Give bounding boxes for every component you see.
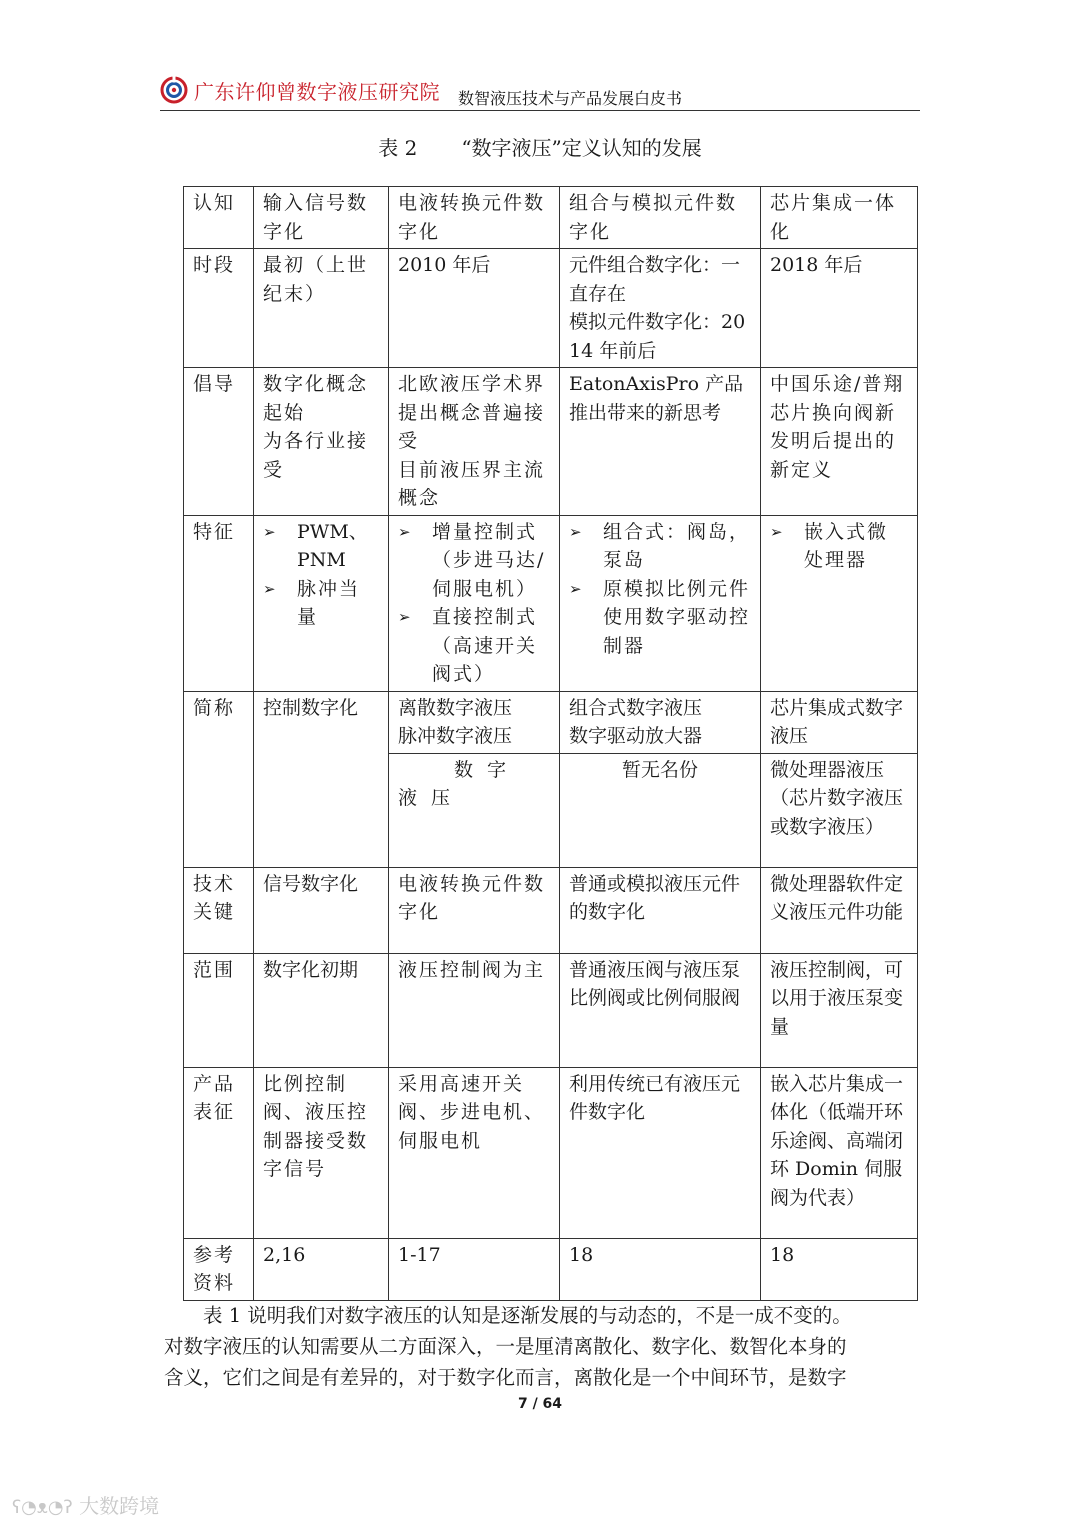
table-cell: 采用高速开关阀、步进电机、伺服电机 bbox=[389, 1067, 560, 1238]
table-cell: 最初（上世纪末） bbox=[254, 249, 389, 368]
table-row-period bbox=[184, 249, 918, 368]
table-cell: 信号数字化 bbox=[254, 867, 389, 953]
list-item: ➢ PWM、PNM bbox=[263, 518, 379, 575]
row-label: 参考资料 bbox=[184, 1238, 254, 1300]
table-cell: 2,16 bbox=[254, 1238, 389, 1300]
institute-logo-icon bbox=[160, 76, 188, 104]
table-cell: EatonAxisPro 产品推出带来的新思考 bbox=[560, 368, 761, 516]
table-row-refs bbox=[184, 1238, 918, 1300]
cell-line: 微处理器液压（芯片数字液压 bbox=[770, 758, 904, 809]
table-cell: 芯片集成式数字液压 bbox=[761, 691, 918, 753]
table-cell bbox=[560, 953, 761, 1067]
list-item: ➢ 增量控制式（步进马达/伺服电机） bbox=[398, 518, 550, 604]
table-cell: 中国乐途/普翔芯片换向阀新发明后提出的新定义 bbox=[761, 368, 918, 516]
feature-list bbox=[770, 518, 908, 575]
header-cell: 组合与模拟元件数字化 bbox=[560, 187, 761, 249]
watermark-logo-icon: ʕ◔ᴥ◔ʔ bbox=[12, 1497, 73, 1518]
table-cell: 电液转换元件数字化 bbox=[389, 867, 560, 953]
table-cell: 普通或模拟液压元件的数字化 bbox=[560, 867, 761, 953]
header-cell: 输入信号数字化 bbox=[254, 187, 389, 249]
page-number: 7 / 64 bbox=[517, 1396, 563, 1412]
table-cell: 数字化初期 bbox=[254, 953, 389, 1067]
list-item: ➢ 直接控制式（高速开关阀式） bbox=[398, 603, 550, 689]
table-cell bbox=[389, 515, 560, 691]
cell-line: 数字化概念起始 bbox=[263, 373, 369, 424]
cell-line: 为各行业接受 bbox=[263, 430, 369, 481]
definition-table bbox=[183, 186, 918, 1301]
feature-list bbox=[398, 518, 550, 689]
header-cell: 认知 bbox=[184, 187, 254, 249]
cell-line: 数字驱动放大器 bbox=[569, 725, 703, 747]
watermark bbox=[12, 1490, 159, 1519]
table-cell: 利用传统已有液压元件数字化 bbox=[560, 1067, 761, 1238]
cell-line: 普通液压阀与液压泵 bbox=[569, 958, 741, 981]
cell-line: 数字液压 bbox=[398, 758, 521, 809]
cell-line: 元件组合数字化：一直存在 bbox=[569, 254, 741, 305]
list-item: ➢ 脉冲当量 bbox=[263, 575, 379, 632]
header-cell: 芯片集成一体化 bbox=[761, 187, 918, 249]
table-cell: 2010 年后 bbox=[389, 249, 560, 368]
org-name: 广东许仰曾数字液压研究院 bbox=[194, 80, 440, 104]
table-cell: 2018 年后 bbox=[761, 249, 918, 368]
header-cell: 电液转换元件数字化 bbox=[389, 187, 560, 249]
table-row-key-tech bbox=[184, 867, 918, 953]
table-number: 表 2 bbox=[378, 136, 418, 160]
list-item: ➢ 原模拟比例元件使用数字驱动控制器 bbox=[569, 575, 751, 661]
table-cell bbox=[560, 249, 761, 368]
table-cell: 暂无名份 bbox=[560, 753, 761, 867]
table-cell bbox=[254, 368, 389, 516]
feature-list bbox=[263, 518, 379, 632]
list-item: ➢ 组合式：阀岛，泵岛 bbox=[569, 518, 751, 575]
feature-list bbox=[569, 518, 751, 661]
cell-line: 比例阀或比例伺服阀 bbox=[569, 987, 741, 1009]
table-cell: 嵌入芯片集成一体化（低端开环乐途阀、高端闭环 Domin 伺服阀为代表） bbox=[761, 1067, 918, 1238]
table-caption bbox=[0, 132, 1080, 161]
row-label: 技术关键 bbox=[184, 867, 254, 953]
table-cell: 控制数字化 bbox=[254, 691, 389, 867]
cell-line: 组合式数字液压 bbox=[569, 696, 703, 719]
row-label: 时段 bbox=[184, 249, 254, 368]
cell-line: 目前液压界主流概念 bbox=[398, 458, 546, 509]
table-row-features bbox=[184, 515, 918, 691]
table-row-product bbox=[184, 1067, 918, 1238]
table-cell bbox=[389, 691, 560, 753]
table-cell bbox=[761, 753, 918, 867]
paragraph-line: 对数字液压的认知需要从二方面深入，一是厘清离散化、数字化、数智化本身的 bbox=[164, 1335, 847, 1358]
cell-line: 模拟元件数字化：2014 年前后 bbox=[569, 311, 746, 362]
row-label: 产品表征 bbox=[184, 1067, 254, 1238]
paragraph-line: 含义，它们之间是有差异的，对于数字化而言，离散化是一个中间环节，是数字 bbox=[164, 1366, 847, 1389]
table-cell: 比例控制阀、液压控制器接受数字信号 bbox=[254, 1067, 389, 1238]
table-row-scope bbox=[184, 953, 918, 1067]
list-item: ➢ 嵌入式微处理器 bbox=[770, 518, 908, 575]
cell-line: 或数字液压） bbox=[770, 815, 885, 838]
table-header-row bbox=[184, 187, 918, 249]
table-cell bbox=[761, 515, 918, 691]
table-cell: 微处理器软件定义液压元件功能 bbox=[761, 867, 918, 953]
table-cell bbox=[560, 515, 761, 691]
table-cell: 液压控制阀，可以用于液压泵变量 bbox=[761, 953, 918, 1067]
watermark-text: 大数跨境 bbox=[79, 1494, 160, 1518]
page-header bbox=[160, 74, 920, 112]
cell-line: 北欧液压学术界提出概念普遍接受 bbox=[398, 373, 546, 452]
table-cell: 18 bbox=[560, 1238, 761, 1300]
cell-line: 离散数字液压 bbox=[398, 696, 513, 719]
row-label: 范围 bbox=[184, 953, 254, 1067]
table-cell: 18 bbox=[761, 1238, 918, 1300]
document-title: 数智液压技术与产品发展白皮书 bbox=[458, 89, 683, 108]
table-title: “数字液压”定义认知的发展 bbox=[461, 136, 702, 160]
table-row-abbr bbox=[184, 691, 918, 753]
row-label: 特征 bbox=[184, 515, 254, 691]
table-cell bbox=[389, 368, 560, 516]
table-cell: 1-17 bbox=[389, 1238, 560, 1300]
cell-line: 脉冲数字液压 bbox=[398, 725, 513, 747]
header-rule bbox=[160, 110, 920, 111]
body-paragraph bbox=[164, 1300, 920, 1393]
paragraph-line: 表 1 说明我们对数字液压的认知是逐渐发展的与动态的，不是一成不变的。 bbox=[203, 1304, 852, 1327]
table-row-advocacy bbox=[184, 368, 918, 516]
table-cell: 液压控制阀为主 bbox=[389, 953, 560, 1067]
table-cell bbox=[389, 753, 560, 867]
table-cell bbox=[254, 515, 389, 691]
row-label: 倡导 bbox=[184, 368, 254, 516]
row-label: 简称 bbox=[184, 691, 254, 867]
table-cell bbox=[560, 691, 761, 753]
